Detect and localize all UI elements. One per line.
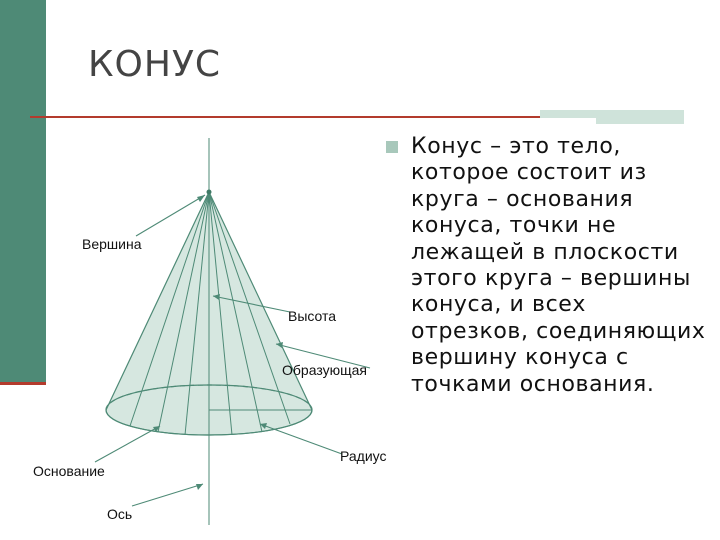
definition-text: Конус – это тело, которое состоит из круга – основания конуса, точки не лежащей в плоскости этого круга – вершины конуса, и всех отрезков, соединяющих вершину конуса с точками основания.: [411, 134, 706, 397]
label-axis: Ось: [107, 506, 133, 522]
label-radius: Радиус: [340, 448, 387, 464]
label-height: Высота: [288, 308, 337, 324]
slide-title: КОНУС: [88, 44, 222, 85]
bullet-square-icon: [386, 141, 398, 153]
label-apex: Вершина: [82, 236, 142, 252]
label-generatrix: Образующая: [282, 362, 367, 378]
apex-point: [207, 190, 212, 195]
label-base: Основание: [33, 463, 105, 479]
